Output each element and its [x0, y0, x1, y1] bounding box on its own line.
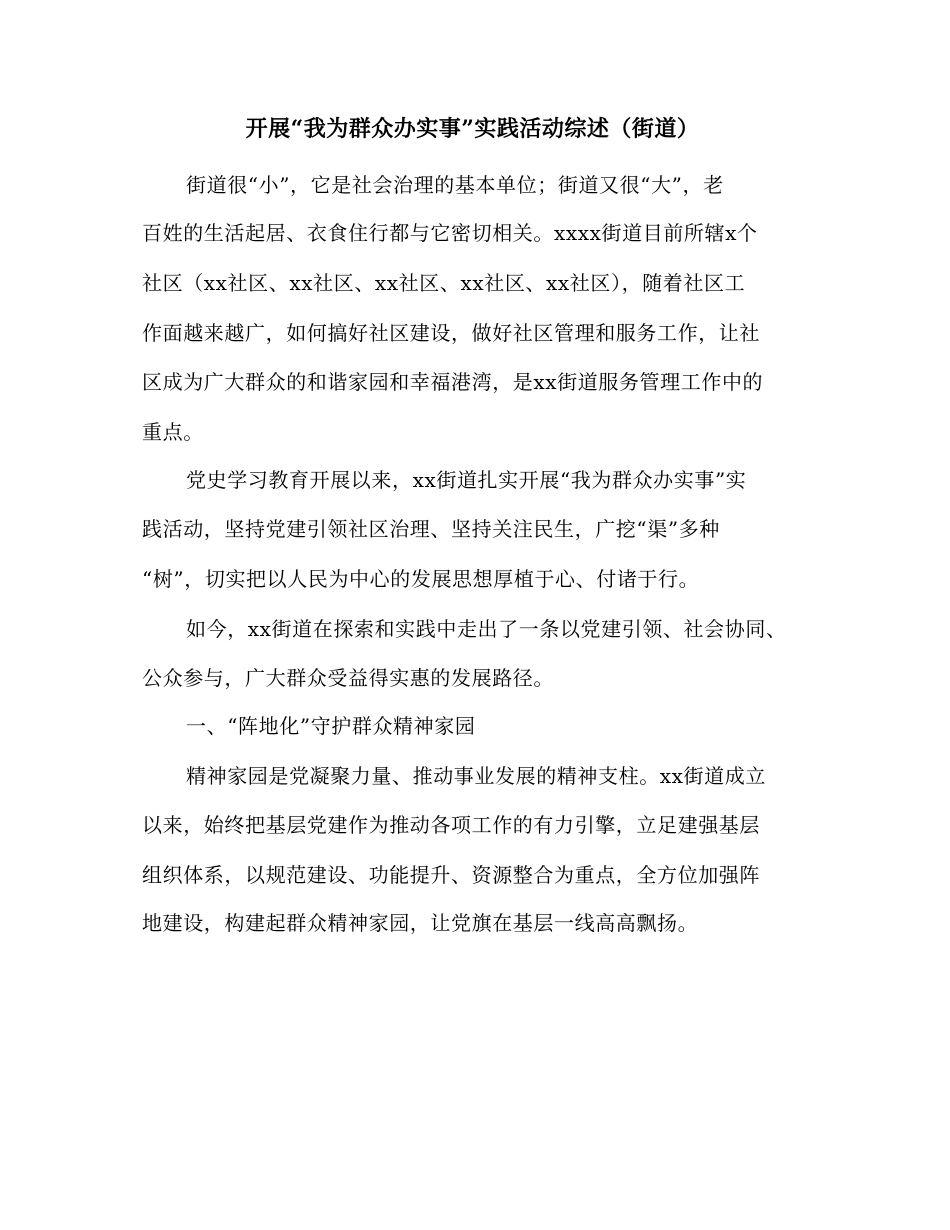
- paragraph-line: 地建设，构建起群众精神家园，让党旗在基层一线高高飘扬。: [142, 911, 699, 935]
- paragraph-line: 百姓的生活起居、衣食住行都与它密切相关。xxxx街道目前所辖x个: [142, 221, 758, 245]
- paragraph-line: 如今，xx街道在探索和实践中走出了一条以党建引领、社会协同、: [186, 617, 787, 641]
- paragraph-line: 以来，始终把基层党建作为推动各项工作的有力引擎，立足建强基层: [142, 813, 760, 837]
- paragraph-line: 街道很“小”，它是社会治理的基本单位；街道又很“大”，老: [186, 173, 724, 197]
- document-title: 开展“我为群众办实事”实践活动综述（街道）: [245, 116, 700, 142]
- paragraph-line: 公众参与，广大群众受益得实惠的发展路径。: [142, 666, 554, 690]
- paragraph-line: 重点。: [142, 420, 204, 444]
- paragraph-line: “树”，切实把以人民为中心的发展思想厚植于心、付诸于行。: [142, 567, 700, 591]
- paragraph-line: 党史学习教育开展以来，xx街道扎实开展“我为群众办实事”实: [186, 468, 747, 492]
- paragraph-line: 作面越来越广，如何搞好社区建设，做好社区管理和服务工作，让社: [142, 321, 760, 345]
- paragraph-line: 践活动，坚持党建引领社区治理、坚持关注民生，广挖“渠”多种: [142, 517, 720, 541]
- paragraph-line: 区成为广大群众的和谐家园和幸福港湾，是xx街道服务管理工作中的: [142, 370, 764, 394]
- paragraph-line: 社区（xx社区、xx社区、xx社区、xx社区、xx社区），随着社区工: [142, 271, 746, 295]
- section-heading: 一、“阵地化”守护群众精神家园: [186, 714, 476, 738]
- paragraph-line: 组织体系，以规范建设、功能提升、资源整合为重点，全方位加强阵: [142, 863, 760, 887]
- paragraph-line: 精神家园是党凝聚力量、推动事业发展的精神支柱。xx街道成立: [186, 764, 766, 788]
